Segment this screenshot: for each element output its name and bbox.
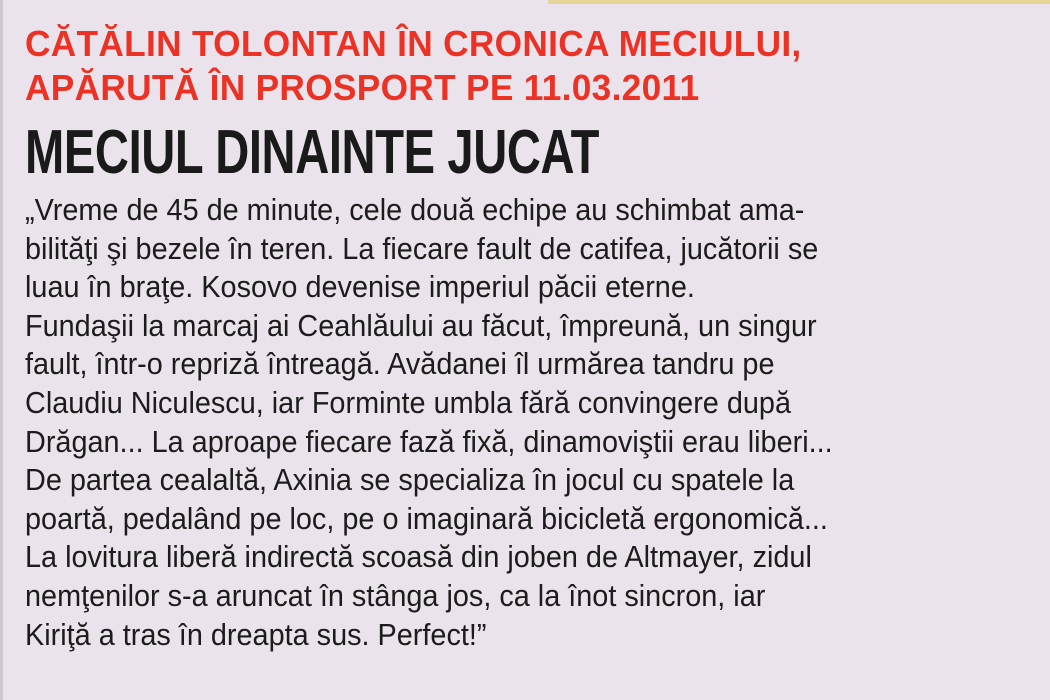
body-line: „Vreme de 45 de minute, cele două echipe au schimbat ama-: [25, 192, 805, 227]
body-line: fault, într-o repriză întreagă. Avădanei îl urmărea tandru pe: [25, 346, 775, 382]
body-line: Drăgan... La aproape fiecare fază fixă, dinamoviştii erau liberi...: [25, 423, 833, 459]
body-line: Kiriţă a tras în dreapta sus. Perfect!”: [25, 616, 487, 652]
body-line: nemţenilor s-a aruncat în stânga jos, ca la înot sincron, iar: [25, 577, 766, 613]
article-kicker: [25, 22, 1015, 110]
body-line: De partea cealaltă, Axinia se specializa în jocul cu spatele la: [25, 462, 795, 498]
body-line: bilităţi şi bezele în teren. La fiecare fault de catifea, jucătorii se: [25, 230, 819, 266]
top-accent-strip: [548, 0, 1050, 4]
article-body: [25, 191, 1035, 654]
body-line: Claudiu Niculescu, iar Forminte umbla fără convingere după: [25, 384, 791, 420]
body-line: Fundaşii la marcaj ai Ceahlăului au făcut, împreună, un singur: [25, 307, 817, 343]
kicker-line: CĂTĂLIN TOLONTAN ÎN CRONICA MECIULUI,: [25, 23, 802, 64]
kicker-line: APĂRUTĂ ÎN PROSPORT PE 11.03.2011: [25, 67, 700, 108]
body-line: La lovitura liberă indirectă scoasă din joben de Altmayer, zidul: [25, 539, 812, 575]
article-headline: MECIUL DINAINTE JUCAT: [25, 118, 600, 187]
body-line: luau în braţe. Kosovo devenise imperiul păcii eterne.: [25, 269, 695, 305]
body-line: poartă, pedalând pe loc, pe o imaginară bicicletă ergonomică...: [25, 500, 828, 536]
